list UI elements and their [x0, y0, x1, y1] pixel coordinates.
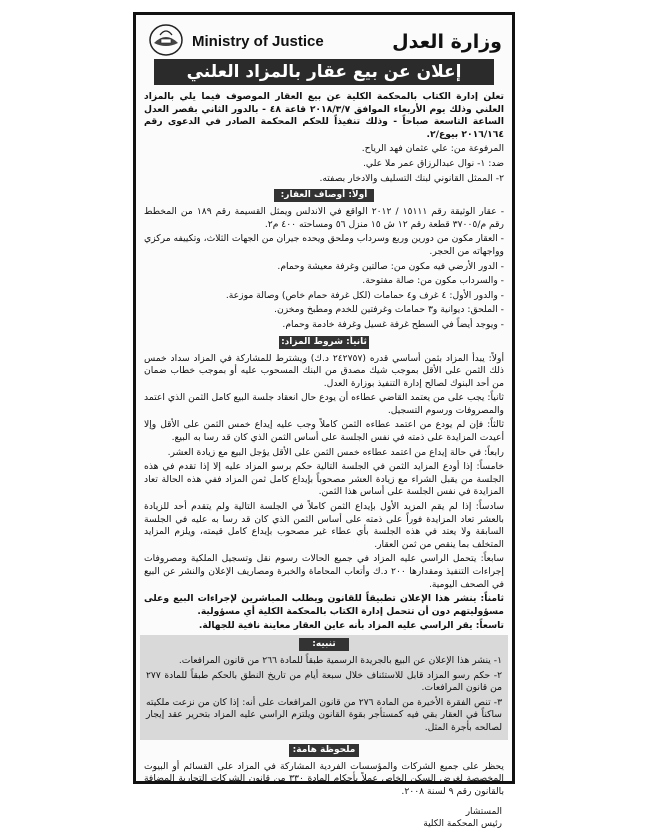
list-item: ثانياً: يجب على من يعتمد القاضي عطاءه أن يودع حال انعقاد جلسة البيع كامل الثمن الذي اعتمد والمصروفات ورسوم التسجيل. — [144, 392, 504, 416]
list-item: أولاً: يبدأ المزاد بثمن أساسي قدره (٢٤٢٧٥٧ د.ك) ويشترط للمشاركة في المزاد سداد خمس ذلك الثمن على الأقل بموجب شيك مصدق من البنك المسحوب عليه أو بموجب خطاب ضمان من أحد البنوك لصالح إدارة التنفيذ بوزارة العدل. — [144, 352, 504, 389]
defendant-line-1: ضد: ١- نوال عبدالرزاق عمر ملا علي. — [362, 157, 504, 169]
list-item: - عقار الوثيقة رقم ١٥١١١ / ٢٠١٢ الواقع في الاندلس ويمثل القسيمة رقم ١٨٩ من المخطط رقم م/٣٧٠٠٥ قطعة رقم ١٢ ش ١٥ منزل ٥٦ ومساحته ٤٠٠ م٢. — [144, 206, 505, 230]
list-item: - الملحق: ديوانية و٣ حمامات وغرفتين للخدم ومطبخ ومخزن. — [274, 304, 504, 316]
list-item: - العقار مكون من دورين وربع وسرداب وملحق ويحده جيران من الجهات الثلاث، وتكييفه مركزي وواجهاته من الحجر. — [144, 233, 504, 257]
section-title-conditions: ثانياً: شروط المزاد: — [279, 336, 369, 349]
list-item: سادساً: إذا لم يقم المزيد الأول بإيداع الثمن كاملاً في الجلسة التالية ولم يتقدم أحد للزيادة بالعشر تعاد المزايدة فوراً على ذمته على أساس الثمن الذي كان قد رسا به عليه في الجلسة السابقة ولا يعتد في هذه الجلسة بأي عطاء غير مصحوب بإيداع كامل قيمته، ويلزم المزايد المتخلف بما ينقص من ثمن العقار. — [144, 501, 504, 550]
announcement-body — [140, 91, 508, 830]
signature-title: المستشار — [465, 807, 502, 818]
list-item: - والدور الأول: ٤ غرف و٤ حمامات (لكل غرفة حمام خاص) وصالة موزعة. — [225, 289, 504, 301]
list-item: سابعاً: يتحمل الراسي عليه المزاد في جميع الحالات رسوم نقل وتسجيل الملكية ومصروفات إجراءات التنفيذ ومقدارها ٢٠٠ د.ك وأتعاب المحاماة والخبرة ومصاريف الإعلان والنشر عن البيع في الصحف اليومية. — [144, 553, 504, 590]
intro-paragraph: تعلن إدارة الكتاب بالمحكمة الكلية عن بيع العقار الموصوف فيما يلي بالمزاد العلني وذلك يوم الأربعاء الموافق ٢٠١٨/٣/٧ قاعة ٤٨ - بالدور الثاني بقصر العدل الساعة التاسعة صباحاً - وذلك تنفيذاً للحكم المحكمة الصادر في الدعوى رقم ٢٠١٦/١٦٤ بيوع/٢. — [144, 91, 505, 140]
list-item: ١- ينشر هذا الإعلان عن البيع بالجريدة الرسمية طبقاً للمادة ٢٦٦ من قانون المرافعات. — [178, 654, 502, 666]
list-item: - ويوجد أيضاً في السطح غرفة غسيل وغرفة خادمة وحمام. — [282, 318, 504, 330]
list-item: - والسرداب مكون من: صالة مفتوحة. — [362, 275, 504, 287]
header — [140, 19, 508, 82]
list-item: رابعاً: في حالة إيداع من اعتمد عطاءه خمس الثمن على الأقل يؤجل البيع مع زيادة العشر. — [167, 446, 504, 458]
kuwait-emblem-icon — [148, 23, 184, 57]
property-description-list — [140, 206, 508, 331]
notice-box — [140, 635, 508, 740]
signature-position: رئيس المحكمة الكلية — [423, 819, 502, 830]
ministry-name-ar: وزارة العدل — [392, 31, 502, 53]
notice-title: تنبيه: — [299, 638, 349, 651]
signature-block — [140, 806, 508, 830]
list-item: ثالثاً: فإن لم يودع من اعتمد عطاءه الثمن كاملاً وجب عليه إيداع خمس الثمن على الأقل وإلا أعيدت المزايدة على ذمته في نفس الجلسة على أساس الثمن الذي كان قد رسا به البيع. — [144, 419, 504, 444]
list-item: - الدور الأرضي فيه مكون من: صالتين وغرفة معيشة وحمام. — [277, 260, 504, 272]
list-item: ثامناً: ينشر هذا الإعلان تطبيقاً للقانون ويطلب المباشرين لإجراءات البيع وعلى مسؤوليتهم دون أن تتحمل إدارة الكتاب بالمحكمة الكلية أي مسؤولية. — [144, 593, 504, 617]
defendant-line-2: ٢- الممثل القانوني لبنك التسليف والادخار بصفته. — [319, 172, 504, 184]
list-item: ٣- تنص الفقرة الأخيرة من المادة ٢٧٦ من قانون المرافعات على أنه: إذا كان من نزعت ملكيته ساكناً في العقار بقي فيه كمستأجر بقوة القانون ويلتزم الراسي عليه المزاد بتحرير عقد إيجار لصالحه بأجرة المثل. — [146, 696, 502, 733]
announcement-inner — [140, 19, 508, 830]
ministry-name-en: Ministry of Justice — [192, 33, 324, 50]
important-note-title: ملحوظة هامة: — [289, 744, 359, 757]
list-item: تاسعاً: يقر الراسي عليه المزاد بأنه عاين العقار معاينة نافية للجهالة. — [198, 620, 504, 632]
auction-conditions-list — [140, 353, 508, 633]
section-title-property: أولاً: أوصاف العقار: — [274, 189, 374, 202]
list-item: ٢- حكم رسو المزاد قابل للاستئناف خلال سبعة أيام من تاريخ النطق بالحكم طبقاً للمادة ٢٧٧ من قانون المرافعات. — [146, 669, 502, 694]
important-note-text: يحظر على جميع الشركات والمؤسسات الفردية المشاركة في المزاد على القسائم أو البيوت المخصصة لغرض السكن الخاص عملاً بأحكام المادة ٣٣٠ من قانون الشركات التجارية المضافة بالقانون رقم ٩ لسنة ٢٠٠٨. — [144, 760, 504, 797]
plaintiff-line: المرفوعة من: علي عثمان فهد الرياح. — [361, 143, 504, 155]
announcement-title: إعلان عن بيع عقار بالمزاد العلني — [154, 59, 494, 85]
announcement-frame — [133, 12, 515, 830]
list-item: خامساً: إذا أودع المزايد الثمن في الجلسة التالية حكم برسو المزاد عليه إلا إذا تقدم في هذه الجلسة من يقبل الشراء مع زيادة العشر مصحوباً بإيداع كامل ثمن المزاد ففي هذه الحالة تعاد المزايدة في نفس الجلسة على أساس هذا الثمن. — [144, 461, 504, 498]
